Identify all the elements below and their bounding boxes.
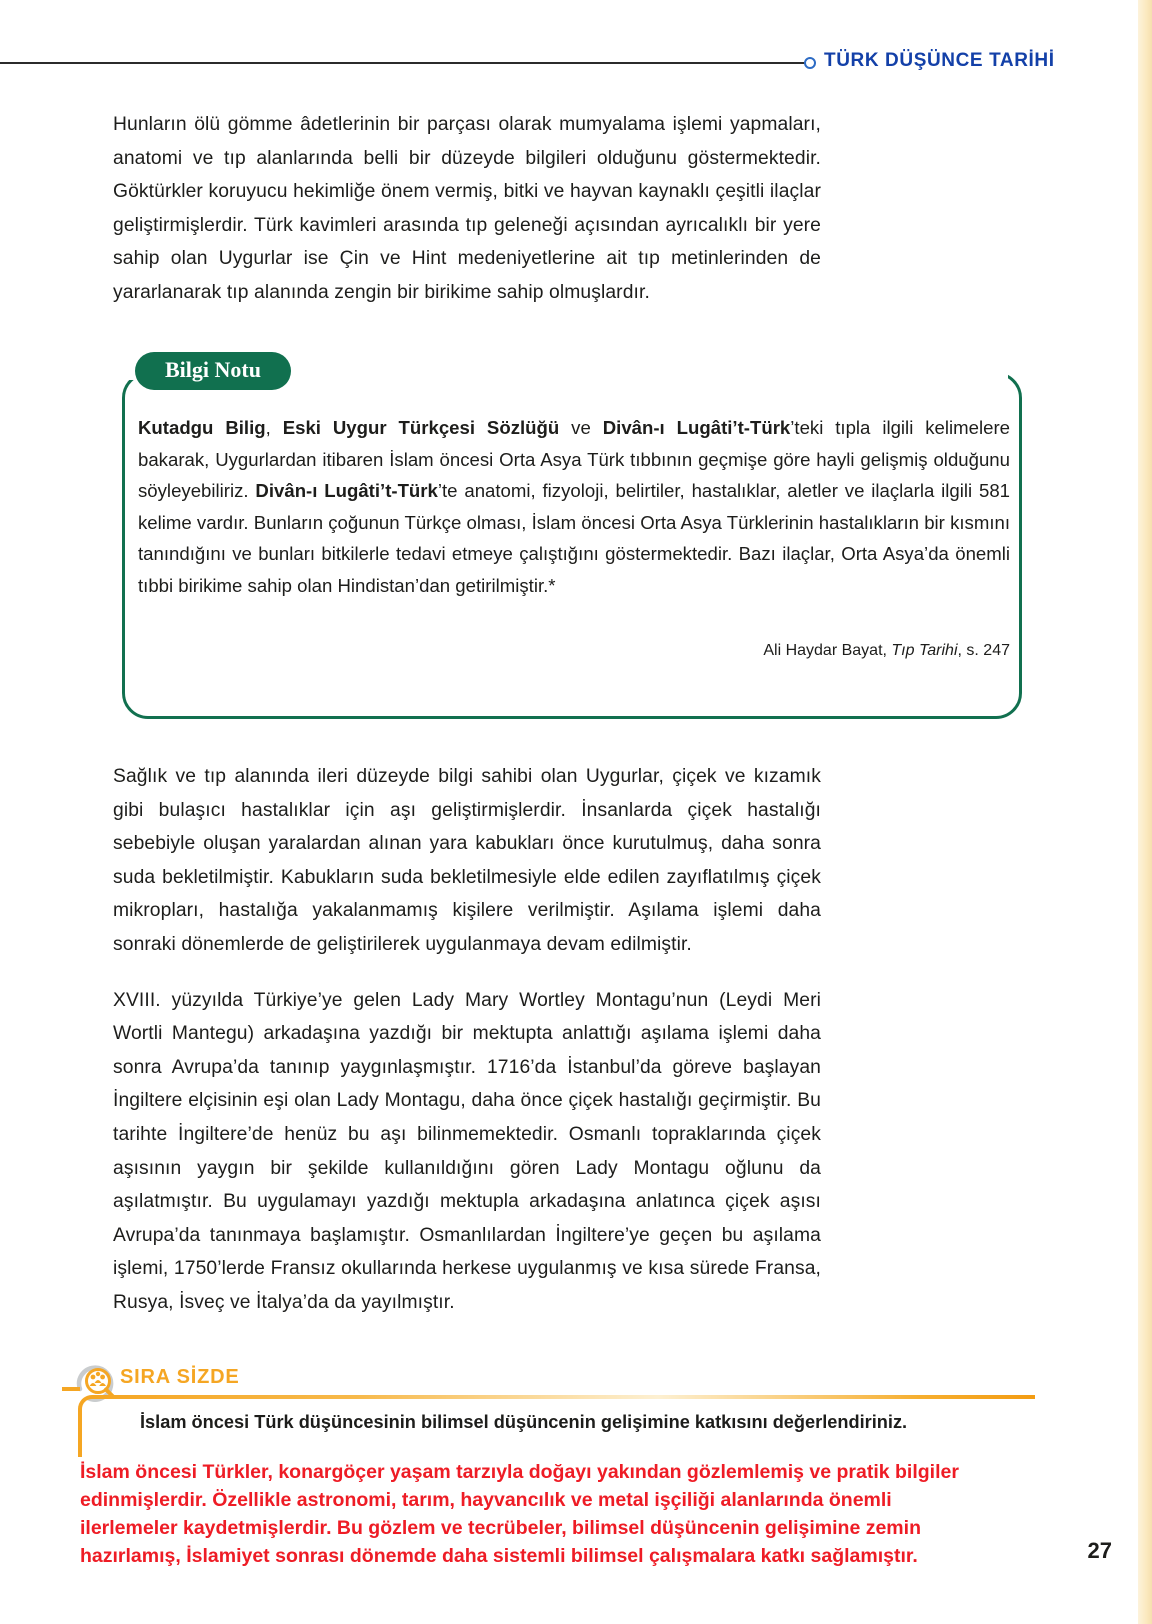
sira-frame-stub: [62, 1387, 80, 1391]
note-text-run: ,: [265, 417, 283, 438]
sira-frame-left-rule: [78, 1415, 82, 1457]
sira-sizde-question: İslam öncesi Türk düşüncesinin bilimsel düşüncenin gelişimine katkısını değerlendiriniz.: [140, 1412, 908, 1432]
paragraph-vaccine: Sağlık ve tıp alanında ileri düzeyde bilgi sahibi olan Uygurlar, çiçek ve kızamık gibi bulaşıcı hastalıklar için aşı geliştirmişlerdir. İnsanlarda çiçek hastalığı sebebiyle oluşan yaralardan alınan yara kabukları önce kurutulmuş, daha sonra suda bekletilmiştir. Kabukların suda bekletilmesiyle elde edilen zayıflatılmış çiçek mikropları, hastalığa yakalanmamış kişilere verilmiştir. Aşılama işlemi daha sonraki dönemlerde de geliştirilerek uygulanmaya devam edilmiştir.: [113, 766, 821, 955]
note-text-run: ’te anatomi, fizyoloji, belirtiler, hastalıklar, aletler ve ilaçlarla ilgili 581 kelime vardır. Bunların çoğunun Türkçe olması, İslam öncesi Orta Asya Türklerinin hastalıkların bir kısmını tanındığını ve bunları bitkilerle tedavi etmeye çalıştığını göstermektedir. Bazı ilaçlar, Orta Asya’da önemli tıbbi birikime sahip olan Hindistan’dan getirilmiştir.*: [138, 480, 1011, 596]
header-rule: [0, 62, 811, 64]
intro-paragraph-block: [113, 108, 821, 310]
note-text-run: ve: [559, 417, 603, 438]
note-bold-term: Divân-ı Lugâti’t-Türk: [255, 480, 438, 501]
note-bold-term: Eski Uygur Türkçesi Sözlüğü: [282, 417, 560, 438]
source-title: Tıp Tarihi: [891, 642, 958, 659]
bilgi-notu-source: [138, 642, 1010, 660]
after-note-paragraph-block: [113, 760, 821, 1320]
sira-frame-top-rule: [92, 1395, 1035, 1399]
sira-sizde-answer: İslam öncesi Türkler, konargöçer yaşam tarzıyla doğayı yakından gözlemlemiş ve pratik bilgiler edinmişlerdir. Özellikle astronomi, tarım, hayvancılık ve metal işçiliği alanlarında önemli ilerlemeler kaydetmişlerdir. Bu gözlem ve tecrübeler, bilimsel düşüncenin gelişimine zemin hazırlamış, İslamiyet sonrası dönemde daha sistemli bilimsel çalışmalara katkı sağlamıştır.: [80, 1461, 959, 1567]
page-number: 27: [1087, 1538, 1112, 1563]
note-bold-term: Kutadgu Bilig: [138, 417, 266, 438]
bilgi-notu-text: [138, 412, 1010, 601]
note-text-run: ’teki tıpla ilgili kelimelere bakarak, Uygurlardan itibaren İslam öncesi Orta Asya Türk tıbbının geçmişe göre hayli gelişmiş olduğunu söyleyebiliriz.: [138, 417, 1010, 501]
source-author: Ali Haydar Bayat,: [763, 642, 892, 659]
bilgi-notu-body: [138, 412, 1010, 601]
page-header: [0, 48, 1138, 88]
paragraph-intro: Hunların ölü gömme âdetlerinin bir parçası olarak mumyalama işlemi yapmaları, anatomi ve tıp alanlarında belli bir düzeyde bilgileri olduğunu göstermektedir. Göktürkler koruyucu hekimliğe önem vermiş, bitki ve hayvan kaynaklı çeşitli ilaçlar geliştirmişlerdir. Türk kavimleri arasında tıp geleneği açısından ayrıcalıklı bir yere sahip olan Uygurlar ise Çin ve Hint medeniyetlerine ait tıp metinlerinden de yararlanarak tıp alanında zengin bir birikime sahip olmuşlardır.: [113, 114, 821, 303]
bilgi-notu-tab-label: Bilgi Notu: [135, 352, 291, 390]
page-edge-strip: [1138, 0, 1152, 1624]
header-dot-icon: [804, 57, 816, 69]
note-bold-term: Divân-ı Lugâti’t-Türk: [602, 417, 791, 438]
source-page: , s. 247: [957, 642, 1010, 659]
header-title: TÜRK DÜŞÜNCE TARİHİ: [824, 50, 1055, 71]
paragraph-montagu: XVIII. yüzyılda Türkiye’ye gelen Lady Mary Wortley Montagu’nun (Leydi Meri Wortli Mantegu) arkadaşına yazdığı bir mektupta anlattığı aşılama işlemi daha sonra Avrupa’da tanınıp yaygınlaşmıştır. 1716’da İstanbul’da göreve başlayan İngiltere elçisinin eşi olan Lady Montagu, daha önce çiçek hastalığı geçirmiştir. Bu tarihte İngiltere’de henüz bu aşı bilinmemektedir. Osmanlı topraklarında çiçek aşısının yaygın bir şekilde kullanıldığını gören Lady Montagu oğlunu da aşılatmıştır. Bu uygulamayı yazdığı mektupla arkadaşına anlatınca çiçek aşısı Avrupa’da tanınmaya başlamıştır. Osmanlılardan İngiltere’ye geçen bu aşılama işlemi, 1750’lerde Fransız okullarında herkese uygulanmış ve kısa sürede Fransa, Rusya, İsveç ve İtalya’da da yayılmıştır.: [113, 989, 821, 1313]
sira-sizde-label: SIRA SİZDE: [120, 1366, 240, 1388]
